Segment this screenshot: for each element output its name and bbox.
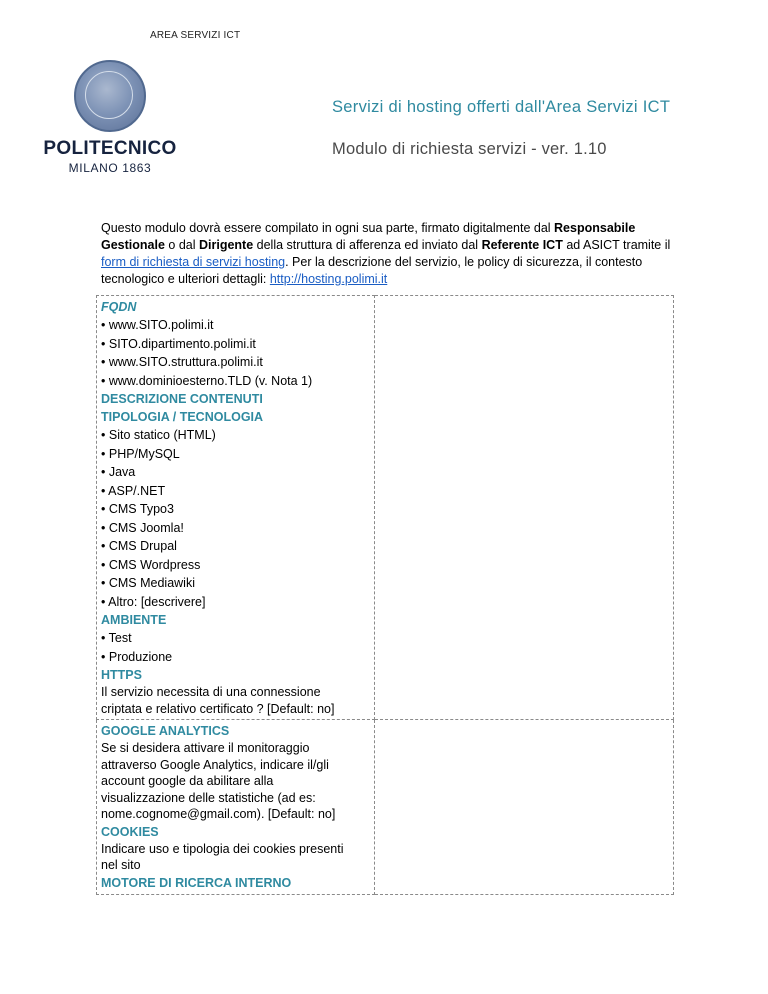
- form-labels-cell: [97, 720, 375, 895]
- tipologia-label: TIPOLOGIA / TECNOLOGIA: [101, 410, 264, 424]
- tipologia-option: • CMS Typo3: [101, 500, 370, 519]
- fqdn-option: • SITO.dipartimento.polimi.it: [101, 335, 370, 354]
- intro-text-4: ad ASICT tramite il: [562, 238, 671, 252]
- cookies-description: nel sito: [101, 858, 141, 872]
- https-description: Il servizio necessita di una connessione: [101, 685, 321, 699]
- intro-text-2: o dal: [164, 238, 199, 252]
- analytics-label: GOOGLE ANALYTICS: [101, 724, 230, 738]
- analytics-description: attraverso Google Analytics, indicare il/gli: [101, 757, 329, 772]
- https-label: HTTPS: [101, 668, 142, 682]
- fqdn-option: • www.SITO.polimi.it: [101, 316, 370, 335]
- ambiente-option: • Test: [101, 629, 370, 648]
- document-title: Servizi di hosting offerti dall'Area Servizi ICT: [332, 98, 671, 116]
- https-description: criptata e relativo certificato ? [Default: no]: [101, 701, 335, 716]
- table-row: [97, 296, 674, 720]
- form-input-cell[interactable]: [375, 296, 674, 720]
- intro-text-3: della struttura di afferenza ed inviato dal: [253, 238, 482, 252]
- analytics-description: Se si desidera attivare il monitoraggio: [101, 741, 310, 755]
- tipologia-option: • CMS Joomla!: [101, 519, 370, 538]
- intro-paragraph: [101, 220, 683, 288]
- politecnico-logo: [40, 60, 180, 175]
- form-labels-cell: [97, 296, 375, 720]
- form-input-cell[interactable]: [375, 720, 674, 895]
- university-seal-icon: [74, 60, 146, 132]
- logo-subname: MILANO 1863: [68, 161, 152, 175]
- area-label: AREA SERVIZI ICT: [150, 30, 241, 41]
- tipologia-option: • PHP/MySQL: [101, 445, 370, 464]
- tipologia-option: • Altro: [descrivere]: [101, 593, 370, 612]
- tipologia-option: • Sito statico (HTML): [101, 426, 370, 445]
- tipologia-option: • ASP/.NET: [101, 482, 370, 501]
- cookies-description: Indicare uso e tipologia dei cookies presenti: [101, 841, 344, 856]
- tipologia-option: • CMS Wordpress: [101, 556, 370, 575]
- hosting-site-link[interactable]: http://hosting.polimi.it: [269, 272, 388, 286]
- document-subtitle: Modulo di richiesta servizi - ver. 1.10: [332, 140, 607, 158]
- analytics-description: nome.cognome@gmail.com). [Default: no]: [101, 807, 336, 821]
- request-form-table: [96, 295, 674, 895]
- intro-bold-dirigente: Dirigente: [198, 238, 254, 252]
- analytics-description: visualizzazione delle statistiche (ad es:: [101, 790, 316, 805]
- logo-name: POLITECNICO: [43, 138, 177, 159]
- tipologia-option: • CMS Drupal: [101, 537, 370, 556]
- motore-label: MOTORE DI RICERCA INTERNO: [101, 875, 292, 890]
- descrizione-label: DESCRIZIONE CONTENUTI: [101, 392, 263, 406]
- tipologia-option: • Java: [101, 463, 370, 482]
- cookies-label: COOKIES: [101, 824, 159, 839]
- ambiente-label: AMBIENTE: [101, 613, 167, 627]
- form-request-link[interactable]: form di richiesta di servizi hosting: [101, 255, 286, 269]
- intro-bold-referente: Referente ICT: [481, 238, 563, 252]
- fqdn-option: • www.dominioesterno.TLD (v. Nota 1): [101, 372, 370, 391]
- intro-bold-responsabile: Responsabile Gestionale: [101, 221, 636, 252]
- fqdn-option: • www.SITO.struttura.polimi.it: [101, 353, 370, 372]
- fqdn-label: FQDN: [101, 300, 137, 314]
- analytics-description: account google da abilitare alla: [101, 774, 274, 788]
- ambiente-option: • Produzione: [101, 648, 370, 667]
- intro-text-5: . Per la descrizione del servizio, le policy di sicurezza, il contesto tecnologico e ulteriori dettagli:: [101, 255, 643, 286]
- tipologia-option: • CMS Mediawiki: [101, 574, 370, 593]
- table-row: [97, 720, 674, 895]
- intro-text-1: Questo modulo dovrà essere compilato in ogni sua parte, firmato digitalmente dal: [101, 221, 555, 235]
